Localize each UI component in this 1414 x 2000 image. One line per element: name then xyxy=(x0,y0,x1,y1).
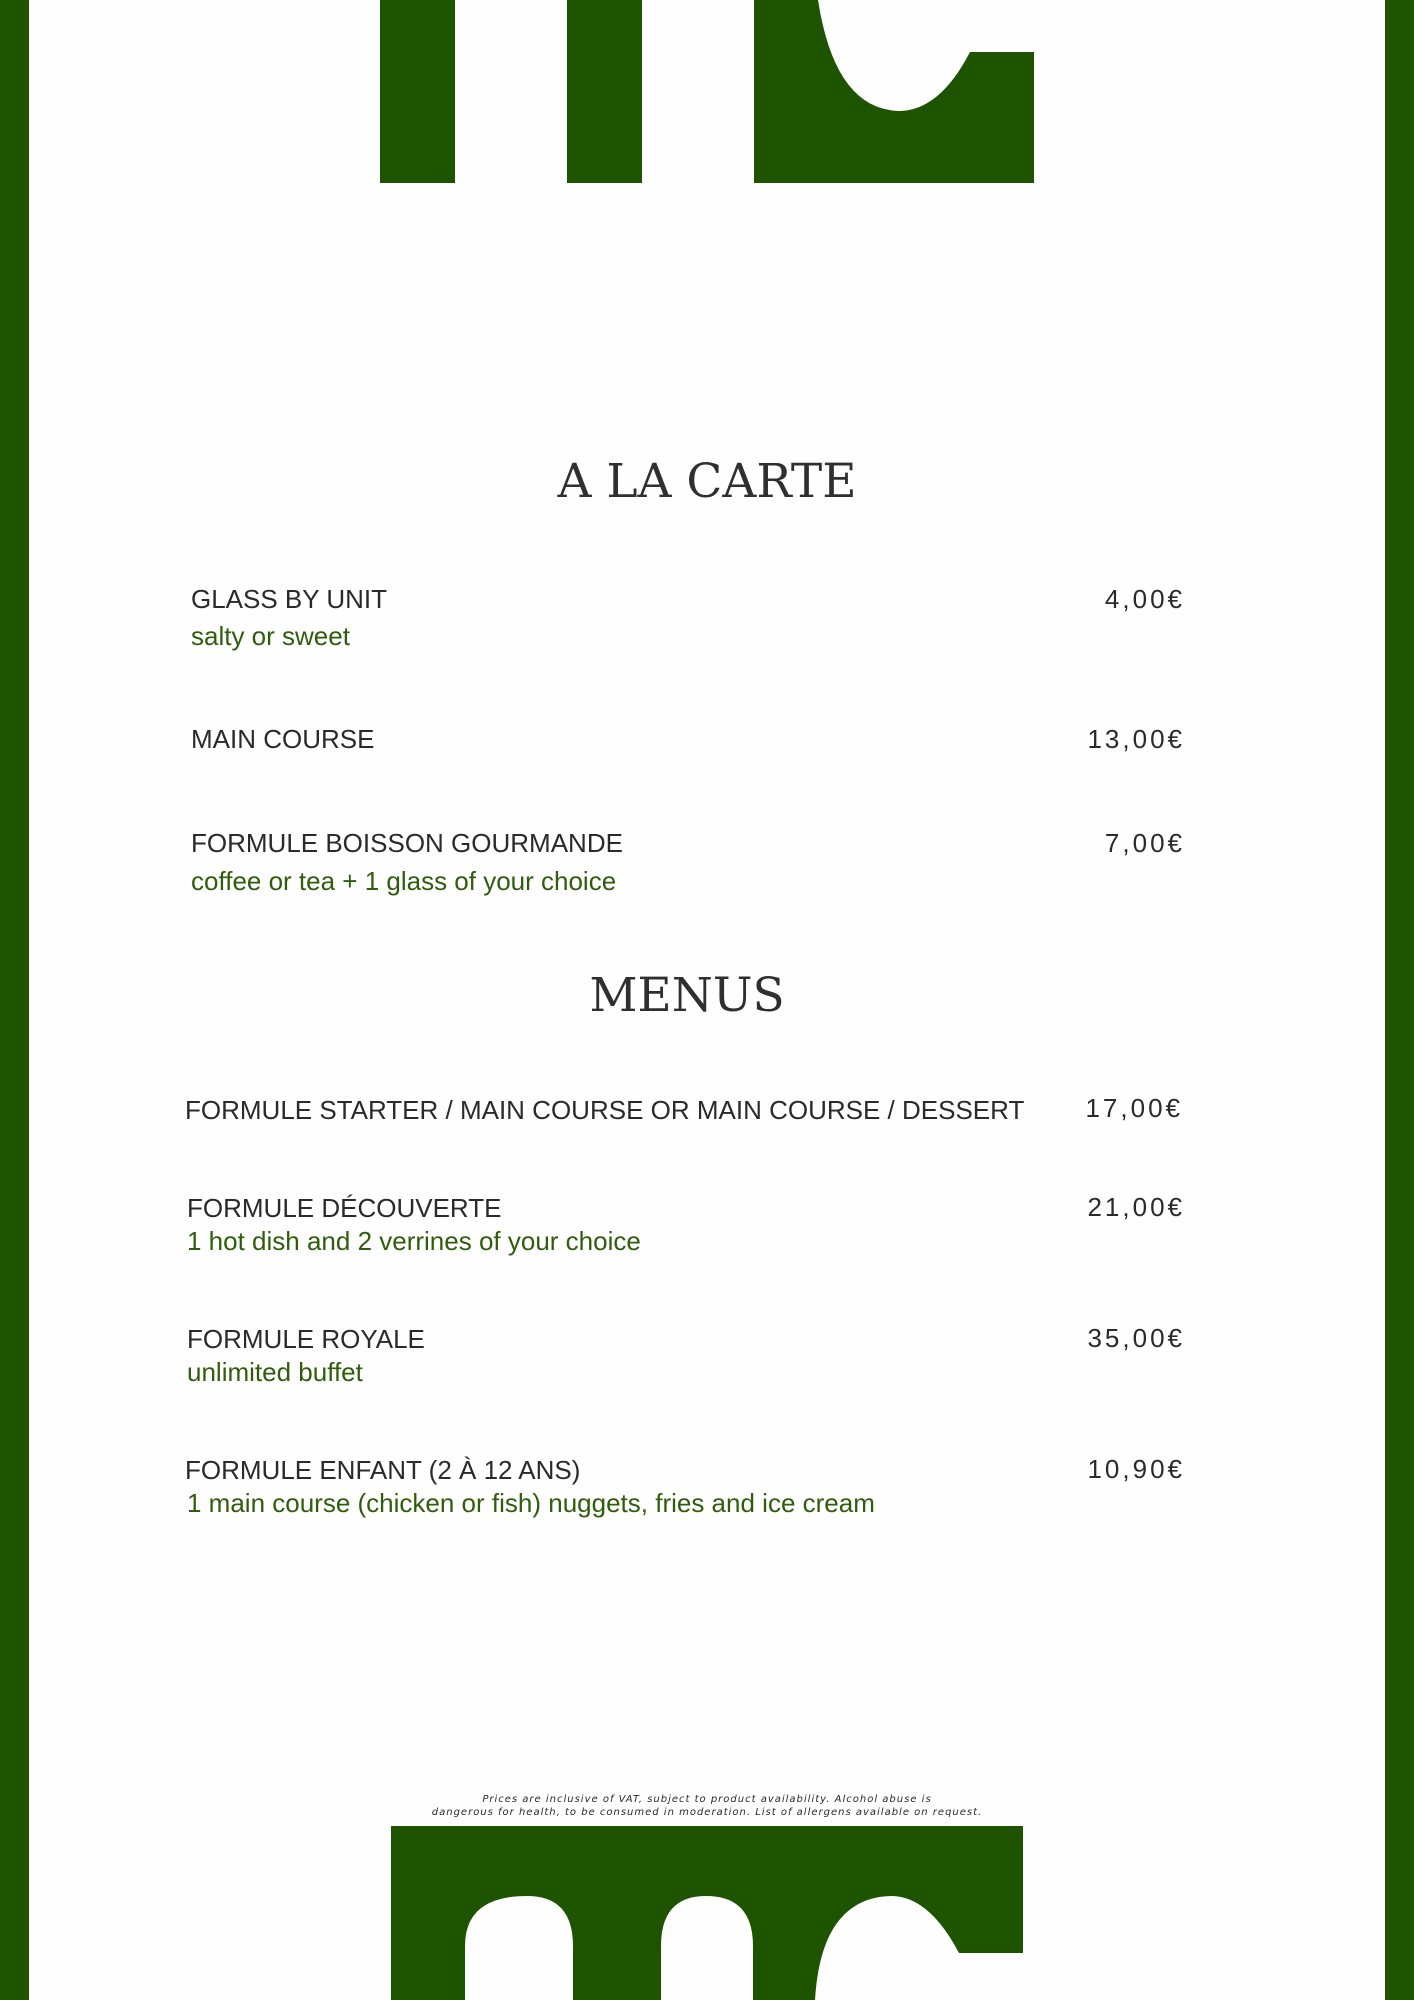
item-price: 7,00€ xyxy=(1104,828,1185,858)
item-name: FORMULE BOISSON GOURMANDE xyxy=(191,828,623,858)
item-name: MAIN COURSE xyxy=(191,724,375,754)
item-price: 13,00€ xyxy=(1087,724,1185,754)
item-price: 21,00€ xyxy=(1087,1192,1185,1222)
legal-footnote xyxy=(0,1793,1414,1819)
item-description: salty or sweet xyxy=(191,621,350,651)
item-name: FORMULE DÉCOUVERTE xyxy=(187,1193,502,1223)
item-name: FORMULE ENFANT (2 À 12 ANS) xyxy=(185,1455,581,1485)
item-description: coffee or tea + 1 glass of your choice xyxy=(191,866,617,896)
item-name: GLASS BY UNIT xyxy=(191,584,388,614)
footnote-line: Prices are inclusive of VAT, subject to product availability. Alcohol abuse is xyxy=(482,1794,932,1805)
footnote-line: dangerous for health, to be consumed in moderation. List of allergens available on request. xyxy=(431,1807,983,1818)
item-price: 17,00€ xyxy=(1085,1093,1183,1123)
menus-title: MENUS xyxy=(589,968,785,1023)
item-price: 35,00€ xyxy=(1087,1323,1185,1353)
item-description: 1 hot dish and 2 verrines of your choice xyxy=(187,1226,641,1256)
item-name: FORMULE STARTER / MAIN COURSE OR MAIN COURSE / DESSERT xyxy=(185,1095,1025,1125)
a-la-carte-title: A LA CARTE xyxy=(557,454,857,509)
item-description: 1 main course (chicken or fish) nuggets, fries and ice cream xyxy=(187,1488,875,1518)
item-description: unlimited buffet xyxy=(187,1357,363,1387)
item-price: 10,90€ xyxy=(1087,1454,1185,1484)
item-price: 4,00€ xyxy=(1104,584,1185,614)
mc-logo-icon xyxy=(391,1826,1023,2000)
item-name: FORMULE ROYALE xyxy=(187,1324,425,1354)
mc-logo-icon xyxy=(380,0,1034,183)
